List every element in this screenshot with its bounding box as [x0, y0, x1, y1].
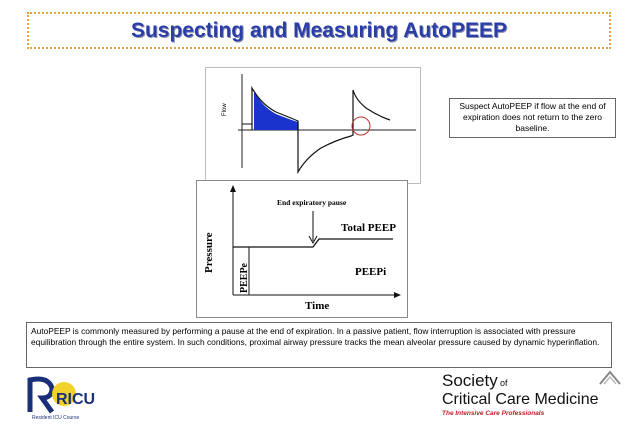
flow-end-circle: [352, 117, 370, 135]
autopeep-note: Suspect AutoPEEP if flow at the end of expiration does not return to the zero baseline.: [449, 98, 616, 138]
pressure-svg: [197, 181, 407, 317]
flow-waveform-svg: [206, 68, 420, 183]
pressure-y-label: Pressure: [203, 232, 215, 273]
flow-shaded-area: [254, 90, 298, 130]
pressure-y-arrow: [230, 185, 236, 192]
sccm-logo: [430, 366, 630, 422]
flow-y-label: Flow: [222, 103, 228, 116]
total-peep-label: Total PEEP: [341, 222, 396, 234]
peepi-label: PEEPi: [355, 266, 387, 278]
pause-annotation: End expiratory pause: [277, 198, 347, 207]
ricu-logo: [26, 372, 146, 422]
ricu-r-mark: [30, 379, 52, 412]
flow-waveform-figure: [205, 67, 421, 184]
slide-title: Suspecting and Measuring AutoPEEP: [130, 19, 508, 42]
sccm-tagline: The Intensive Care Professionals: [442, 410, 545, 417]
sccm-line2: Critical Care Medicine: [442, 391, 599, 408]
sccm-line1: Society: [442, 371, 498, 390]
sccm-line1-suffix: of: [500, 378, 508, 388]
ricu-brand: RICU: [56, 391, 96, 408]
ricu-caption: Resident ICU Course: [32, 415, 80, 421]
flow-curve-2: [298, 90, 390, 172]
pressure-x-label: Time: [305, 300, 330, 312]
pressure-x-arrow: [394, 292, 401, 298]
peepe-label: PEEPe: [239, 263, 250, 293]
description-box: AutoPEEP is commonly measured by performing a pause at the end of expiration. In a passive patient, flow interruption is associated with pressure equilibration through the entire system. In such conditions, proximal airway pressure tracks the mean alveolar pressure caused by dynamic hyperinflation.: [26, 322, 612, 368]
flow-prebreath: [242, 124, 252, 130]
pressure-figure: [196, 180, 408, 318]
